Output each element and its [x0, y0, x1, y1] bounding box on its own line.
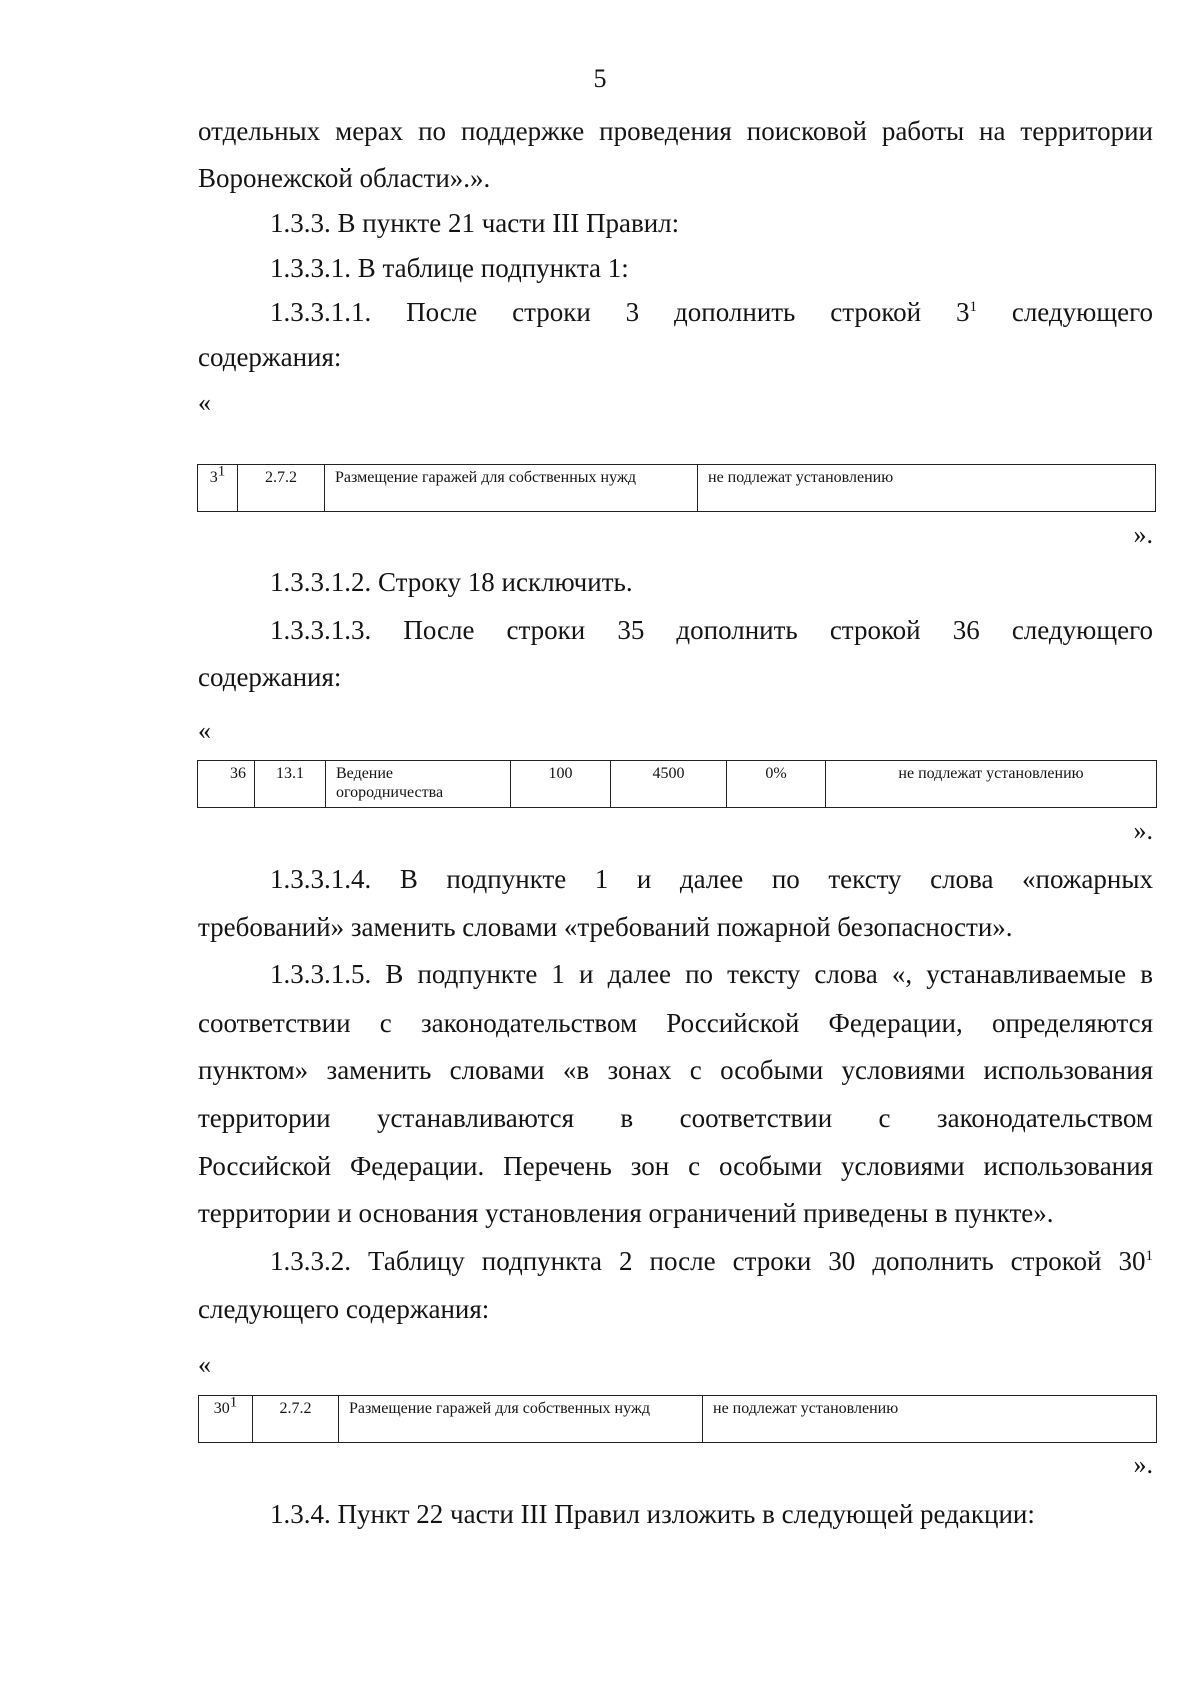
text-line: 1.3.3.1.3. После строки 35 дополнить строкой 36 следующего [270, 615, 1153, 645]
table-cell-value: не подлежат установлению [703, 1396, 1157, 1443]
quote-open: « [198, 1350, 211, 1379]
text-line: требований» заменить словами «требований пожарной безопасности». [198, 912, 1013, 942]
table-cell-value: 4500 [611, 761, 727, 808]
text-line: следующего содержания: [198, 1294, 490, 1324]
quote-close: ». [1133, 816, 1153, 845]
table-cell-code: 2.7.2 [238, 465, 325, 512]
table-cell-number: 36 [198, 761, 255, 808]
text-line: пунктом» заменить словами «в зонах с особыми условиями использования [198, 1055, 1153, 1085]
text-line [270, 1244, 1153, 1278]
text-line: содержания: [198, 342, 342, 372]
table-cell-code: 13.1 [255, 761, 326, 808]
text-fragment: 1.3.3.1.1. После строки 3 дополнить строкой 3 [270, 297, 970, 327]
table-row [198, 465, 1156, 512]
table-cell-number: $3^1$ [198, 465, 238, 512]
amendment-table-1 [197, 464, 1156, 512]
table-cell-name: Размещение гаражей для собственных нужд [339, 1396, 703, 1443]
quote-close: ». [1133, 520, 1153, 549]
table-row [199, 1396, 1157, 1443]
table-cell-number: $30^1$ [199, 1396, 253, 1443]
quote-open: « [198, 388, 211, 417]
quote-close: ». [1133, 1450, 1153, 1479]
text-line: отдельных мерах по поддержке проведения поисковой работы на территории [198, 116, 1153, 146]
text-line: соответствии с законодательством Российской Федерации, определяются [198, 1008, 1153, 1038]
table-cell-value: не подлежат установлению [698, 465, 1156, 512]
section-heading: 1.3.3. В пункте 21 части III Правил: [270, 208, 680, 238]
table-cell-value: 0% [727, 761, 826, 808]
text-line: 1.3.4. Пункт 22 части III Правил изложить в следующей редакции: [270, 1499, 1035, 1529]
text-line [270, 295, 1153, 329]
amendment-table-2 [197, 760, 1157, 808]
text-line: Российской Федерации. Перечень зон с особыми условиями использования [198, 1151, 1153, 1181]
text-line: 1.3.3.1.2. Строку 18 исключить. [270, 567, 633, 597]
text-line: территории устанавливаются в соответствии с законодательством [198, 1103, 1153, 1133]
quote-open: « [198, 716, 211, 745]
amendment-table-3 [198, 1395, 1157, 1443]
table-row [198, 761, 1157, 808]
text-fragment: следующего [976, 297, 1154, 327]
table-cell-value: 100 [511, 761, 611, 808]
table-cell-name: Размещение гаражей для собственных нужд [325, 465, 698, 512]
superscript: 1 [1145, 1248, 1153, 1264]
table-cell-name: Ведение огородничества [326, 761, 511, 808]
page-number: 5 [593, 64, 607, 93]
section-heading: 1.3.3.1. В таблице подпункта 1: [270, 253, 629, 283]
text-line: Воронежской области».». [198, 163, 491, 193]
text-line: содержания: [198, 662, 342, 692]
text-line: 1.3.3.1.4. В подпункте 1 и далее по тексту слова «пожарных [270, 864, 1153, 894]
superscript: 1 [969, 299, 977, 315]
table-cell-value: не подлежат установлению [826, 761, 1157, 808]
text-fragment: 1.3.3.2. Таблицу подпункта 2 после строки 30 дополнить строкой 30 [270, 1246, 1146, 1276]
text-line: территории и основания установления ограничений приведены в пункте». [198, 1198, 1054, 1228]
text-line: 1.3.3.1.5. В подпункте 1 и далее по тексту слова «, устанавливаемые в [270, 959, 1153, 989]
table-cell-code: 2.7.2 [253, 1396, 339, 1443]
